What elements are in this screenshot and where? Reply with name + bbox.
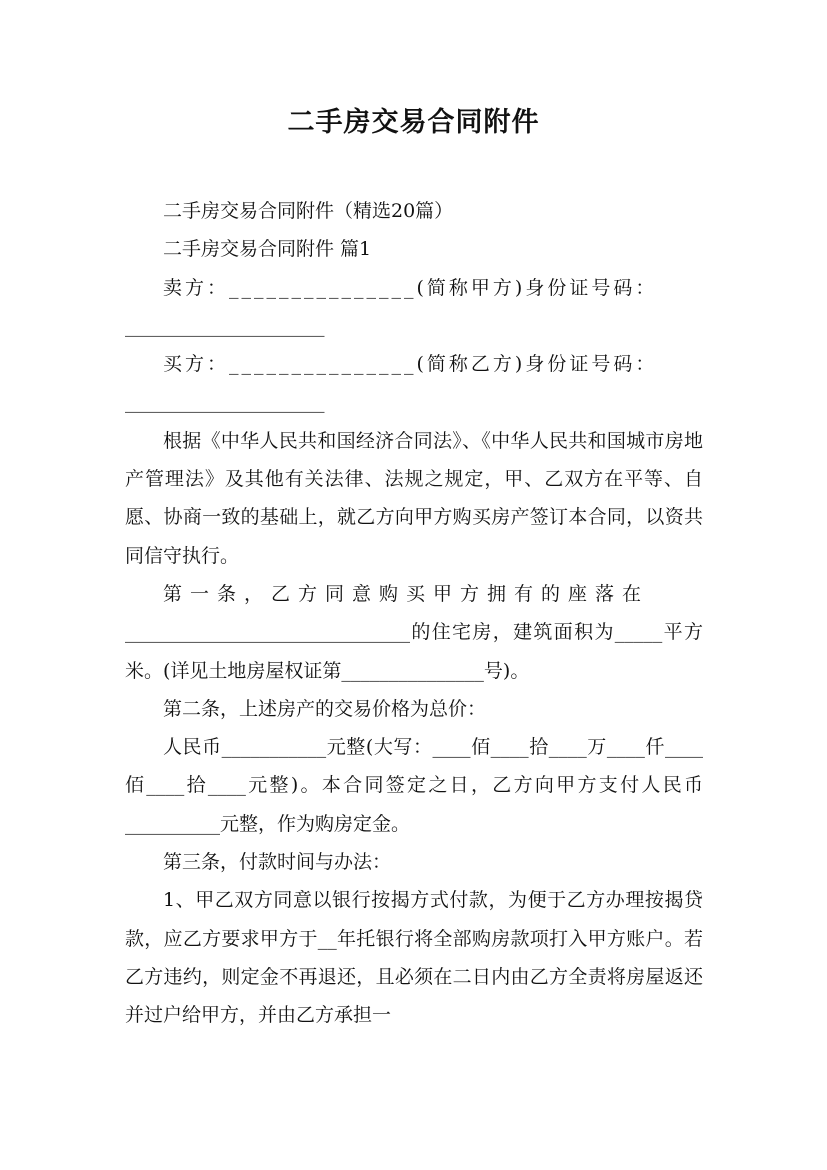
document-title: 二手房交易合同附件 — [287, 107, 540, 138]
paragraph-section-heading: 二手房交易合同附件 篇1 — [163, 238, 372, 261]
paragraph-buyer-id-line: _____________________ — [125, 391, 325, 414]
paragraph-seller: 卖方：_______________(简称甲方)身份证号码： — [163, 276, 658, 299]
paragraph-preamble: 根据《中华人民共和国经济合同法》、《中华人民共和国城市房地产管理法》及其他有关法律、法规之规定，甲、乙双方在平等、自愿、协商一致的基础上，就乙方向甲方购买房产签订本合同，以资共同信守执行。 — [125, 429, 703, 567]
paragraph-article-3-item-1: 1、甲乙双方同意以银行按揭方式付款，为便于乙方办理按揭贷款，应乙方要求甲方于__年托银行将全部购房款项打入甲方账户。若乙方违约，则定金不再退还，且必须在二日内由乙方全责将房屋返还并过户给甲方，并由乙方承担一 — [125, 889, 703, 1027]
paragraph-article-2-heading: 第二条，上述房产的交易价格为总价： — [163, 697, 487, 720]
paragraph-buyer: 买方：_______________(简称乙方)身份证号码： — [163, 353, 658, 376]
paragraph-seller-id-line: _____________________ — [125, 314, 325, 337]
document-body — [125, 192, 703, 1035]
paragraph-article-1-intro: 第一条，乙方同意购买甲方拥有的座落在 — [163, 582, 650, 605]
paragraph-article-3-heading: 第三条，付款时间与办法： — [163, 851, 392, 874]
paragraph-subtitle: 二手房交易合同附件（精选20篇） — [163, 200, 454, 222]
paragraph-article-1-body: ______________________________的住宅房，建筑面积为_____平方米。(详见土地房屋权证第_______________号)。 — [125, 621, 703, 682]
paragraph-article-2-body: 人民币___________元整(大写：____佰____拾____万____仟____佰____拾____元整)。本合同签定之日，乙方向甲方支付人民币__________元整，作为购房定金。 — [125, 736, 703, 835]
